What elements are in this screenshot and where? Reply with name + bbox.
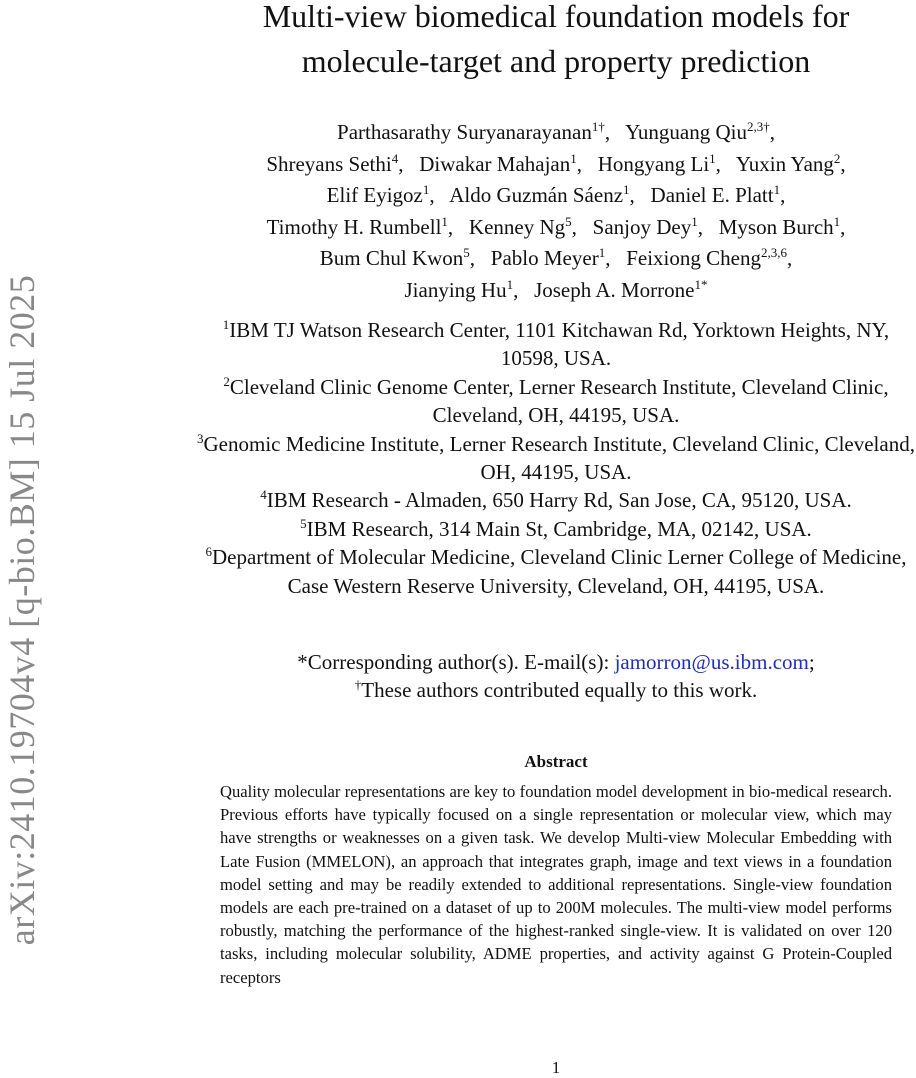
author-affiliation-mark: 1* [694, 276, 708, 292]
correspondence-block [180, 648, 916, 704]
paper-title [180, 0, 916, 84]
author-affiliation-mark: 1 [506, 276, 514, 292]
author-affiliation-mark: 5 [463, 245, 470, 260]
author-name: Aldo Guzmán Sáenz$^1$, [449, 182, 635, 207]
affiliation-5 [195, 515, 916, 543]
author-affiliation-mark: 1 [441, 213, 448, 229]
affiliation-number: 6 [205, 544, 212, 560]
author-name: Timothy H. Rumbell$^1$, [266, 213, 454, 239]
author-affiliation-mark: 2,3† [746, 119, 770, 134]
author-affiliation-mark: 1† [591, 119, 605, 134]
author-name: Myson Burch$^1$, [718, 213, 846, 239]
author-name: Shreyans Sethi$^4$, [266, 150, 404, 176]
author-name-text: Yunguang Qiu [625, 120, 747, 144]
affiliation-6 [195, 543, 916, 600]
author-affiliation-mark: 2 [833, 150, 841, 166]
affiliation-list [195, 316, 916, 600]
affiliation-text: IBM Research - Almaden, 650 Harry Rd, San Jose, CA, 95120, USA. [266, 488, 852, 513]
author-name: Jianying Hu$^1$, [404, 276, 519, 302]
author-affiliation-mark: 4 [391, 150, 399, 166]
author-name: Bum Chul Kwon$^5$, [319, 245, 476, 270]
title-line-1: Multi-view biomedical foundation models for [262, 0, 850, 34]
author-name-text: Bum Chul Kwon [319, 246, 464, 270]
affiliation-number: 5 [300, 515, 307, 531]
affiliation-number: 3 [197, 430, 204, 446]
equal-contribution-text: These authors contributed equally to this work. [361, 678, 758, 702]
author-affiliation-mark: 1 [833, 213, 841, 229]
affiliation-4 [195, 486, 916, 514]
author-name-text: Hongyang Li [597, 151, 710, 176]
author-name: Yuxin Yang$^2$, [735, 150, 846, 176]
title-line-2: molecule-target and property prediction [301, 43, 811, 79]
author-name-text: Sanjoy Dey [592, 214, 692, 239]
author-name: Pablo Meyer$^1$, [490, 245, 611, 270]
author-name-text: Myson Burch [718, 214, 834, 239]
page-number: 1 [551, 1058, 561, 1077]
author-affiliation-mark: 1 [773, 182, 781, 197]
author-name: Diwakar Mahajan$^1$, [419, 150, 582, 176]
author-affiliation-mark: 1 [709, 150, 716, 166]
author-name: Elif Eyigoz$^1$, [326, 182, 435, 207]
author-affiliation-mark: 1 [691, 213, 698, 229]
author-name: Yunguang Qiu$^{2,3\dagger}$, [625, 119, 775, 144]
author-name-text: Shreyans Sethi [266, 151, 392, 176]
arxiv-sidebar [0, 0, 54, 1000]
corresponding-suffix: ; [808, 650, 815, 674]
author-affiliation-mark: 2,3,6 [760, 245, 787, 260]
affiliation-number: 4 [260, 487, 267, 503]
author-name-text: Feixiong Cheng [626, 246, 761, 270]
affiliation-text: Cleveland Clinic Genome Center, Lerner Research Institute, Cleveland Clinic, Cleveland, OH, 44195, USA. [229, 374, 889, 428]
author-name-text: Parthasarathy Suryanarayanan [337, 120, 592, 144]
affiliation-3 [195, 430, 916, 487]
abstract-heading: Abstract [524, 752, 588, 771]
affiliation-2 [195, 373, 916, 430]
author-name-text: Daniel E. Platt [650, 183, 774, 207]
author-name-text: Joseph A. Morrone [534, 277, 695, 302]
author-affiliation-mark: 1 [422, 182, 430, 197]
author-name: Hongyang Li$^1$, [597, 150, 721, 176]
affiliation-number: 2 [223, 373, 230, 389]
arxiv-identifier: arXiv:2410.19704v4 [q-bio.BM] 15 Jul 2025 [2, 274, 42, 946]
author-name: Daniel E. Platt$^1$, [650, 182, 786, 207]
abstract-body: Quality molecular representations are key to foundation model development in bio-medical research. Previous efforts have typically focused on a single representation or molecular view, which may have strengths or weaknesses on a given task. We develop Multi-view Molecular Embedding with Late Fusion (MMELON), an approach that integrates graph, image and text views in a foundation model setting and may be readily extended to additional representations. Single-view foundation models are each pre-trained on a dataset of up to 200M molecules. The multi-view model performs robustly, matching the performance of the highest-ranked single-view. It is validated on over 120 tasks, including molecular solubility, ADME properties, and activity against G Protein-Coupled receptors [220, 782, 892, 987]
affiliation-text: IBM TJ Watson Research Center, 1101 Kitchawan Rd, Yorktown Heights, NY, 10598, USA. [229, 318, 890, 371]
author-name-text: Pablo Meyer [490, 246, 599, 270]
affiliation-1 [195, 316, 916, 373]
email-link[interactable]: jamorron@us.ibm.com [614, 650, 809, 674]
author-affiliation-mark: 1 [623, 182, 630, 197]
author-name: Parthasarathy Suryanarayanan$^{1\dagger}$, [337, 119, 611, 144]
author-name-text: Elif Eyigoz [326, 183, 423, 207]
author-name-text: Kenney Ng [468, 214, 566, 239]
author-name-text: Timothy H. Rumbell [266, 214, 442, 239]
author-name-text: Yuxin Yang [735, 151, 834, 176]
author-list [180, 117, 916, 306]
author-name: Kenney Ng$^5$, [468, 213, 577, 239]
author-name-text: Diwakar Mahajan [419, 151, 571, 176]
author-name: Feixiong Cheng$^{2,3,6}$, [626, 245, 793, 270]
equal-contribution-line [180, 676, 916, 704]
author-name [534, 278, 707, 302]
affiliation-text: IBM Research, 314 Main St, Cambridge, MA, 02142, USA. [306, 516, 812, 541]
affiliation-number: 1 [222, 317, 230, 332]
author-affiliation-mark: 5 [565, 213, 572, 229]
corresponding-author-line [180, 648, 916, 676]
author-affiliation-mark: 1 [598, 245, 606, 260]
author-name: Sanjoy Dey$^1$, [592, 213, 703, 239]
author-name-text: Jianying Hu [404, 277, 507, 302]
corresponding-prefix: *Corresponding author(s). E-mail(s): [297, 650, 615, 674]
dagger-mark: † [354, 677, 362, 692]
author-name-text: Aldo Guzmán Sáenz [449, 183, 624, 207]
affiliation-text: Genomic Medicine Institute, Lerner Research Institute, Cleveland Clinic, Cleveland, OH, 44195, USA. [203, 431, 915, 485]
affiliation-text: Department of Molecular Medicine, Cleveland Clinic Lerner College of Medicine, Case Western Reserve University, Cleveland, OH, 44195, USA. [211, 545, 907, 598]
author-affiliation-mark: 1 [570, 150, 577, 166]
